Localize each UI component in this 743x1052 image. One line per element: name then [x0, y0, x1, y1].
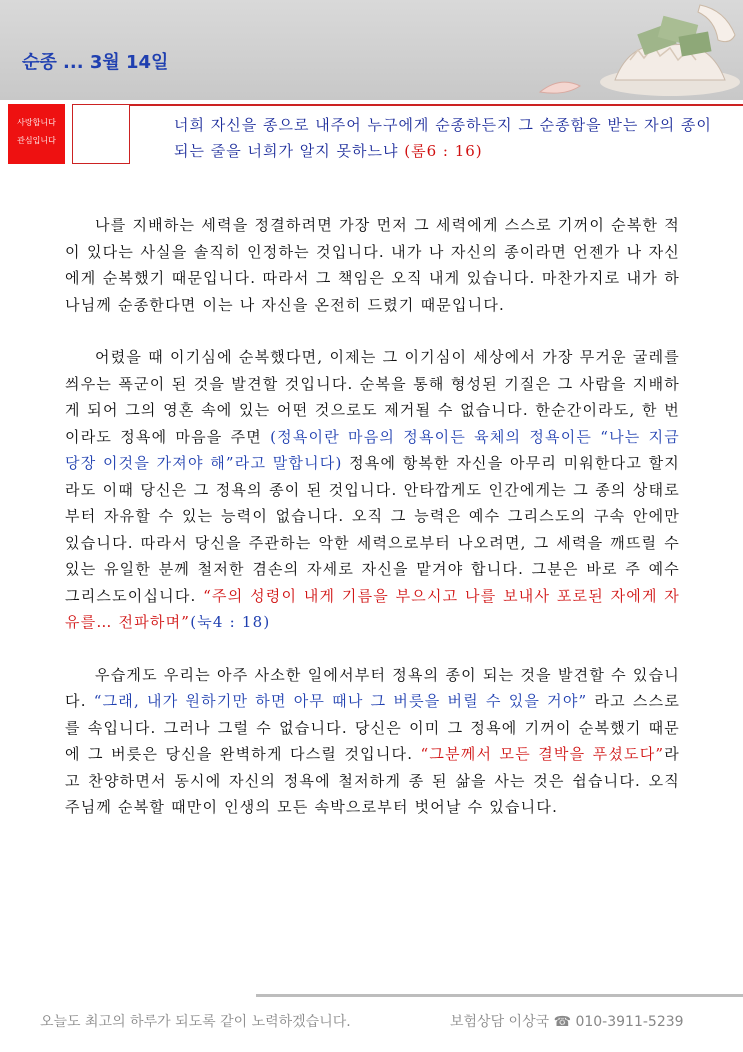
p2-text-c: 정욕에 항복한 자신을 아무리 미워한다고 할지라도 이때 당신은 그 정욕의 종이 된 것입니다. 안타깝게도 인간에게는 그 종의 상태로부터 자유할 수 있는 능력이 없습니다. 오직 그 능력은 예수 그리스도의 구속 안에만 있습니다. 따라서 당신을 주관하는 악한 세력으로부터 나오려면, 그 세력을 깨뜨릴 수 있는 유일한 분께 철저한 겸손의 자세로 자신을 맡겨야 합니다. 그분은 바로 주 예수 그리스도이십니다. — [65, 454, 680, 605]
footer-message: 오늘도 최고의 하루가 되도록 같이 노력하겠습니다. — [40, 1014, 351, 1030]
verse-reference: (롬6 : 16) — [404, 142, 483, 160]
page-title: 순종 ... 3월 14일 — [22, 52, 169, 73]
cracked-egg-money-image — [520, 0, 743, 100]
p2-quote: “주의 성령이 내게 기름을 부으시고 나를 보내사 포로된 자에게 자유를… 전파하며” — [65, 586, 680, 631]
p3-text-c: 라고 스스로를 속입니다. 그러나 그럴 수 없습니다. 당신은 이미 그 정욕에 기꺼이 순복했기 때문에 그 버릇은 당신을 완벽하게 다스릴 것입니다. — [65, 692, 681, 763]
p3-text-e: 라고 찬양하면서 동시에 자신의 정욕에 철저하게 종 된 삶을 사는 것은 쉽습니다. 오직 주님께 순복할 때만이 인생의 모든 속박으로부터 벗어날 수 있습니다. — [65, 745, 680, 816]
side-label-care: 관심입니다 — [17, 136, 56, 145]
side-label-love: 사랑합니다 — [17, 118, 56, 127]
footer-rule — [256, 994, 743, 997]
devotional-body — [65, 212, 680, 847]
paragraph-1: 나를 지배하는 세력을 정결하려면 가장 먼저 그 세력에게 스스로 기꺼이 순복한 적이 있다는 사실을 솔직히 인정하는 것입니다. 내가 나 자신의 종이라면 언젠가 나 자신에게 순복했기 때문입니다. 따라서 그 책임은 오직 내게 있습니다. 마찬가지로 내가 하나님께 순종한다면 이는 나 자신을 온전히 드렸기 때문입니다. — [65, 216, 680, 314]
p3-quote-2: “그분께서 모든 결박을 푸셨도다” — [420, 745, 665, 763]
p3-text-a: 우습게도 우리는 아주 사소한 일에서부터 정욕의 종이 되는 것을 발견할 수 있습니다. — [65, 665, 680, 710]
paragraph-2 — [65, 344, 680, 636]
bible-verse — [174, 112, 714, 164]
p2-text-a: 어렸을 때 이기심에 순복했다면, 이제는 그 이기심이 세상에서 가장 무거운 굴레를 씌우는 폭군이 된 것을 발견할 것입니다. 순복을 통해 형성된 기질은 그 사람을 지배하게 되어 그의 영혼 속에 있는 어떤 것으로도 제거될 수 없습니다. 한순간이라도, 한 번이라도 정욕에 마음을 주면 — [65, 348, 680, 446]
side-label-box — [8, 104, 65, 164]
header-banner — [0, 0, 743, 100]
p3-quote-1: “그래, 내가 원하기만 하면 아무 때나 그 버릇을 버릴 수 있을 거야” — [93, 692, 588, 710]
verse-text: 너희 자신을 종으로 내주어 누구에게 순종하든지 그 순종함을 받는 자의 종이 되는 줄을 너희가 알지 못하느냐 — [174, 116, 712, 160]
p2-reference: (눅4 : 18) — [190, 613, 271, 631]
p2-aside: (정욕이란 마음의 정욕이든 육체의 정욕이든 “나는 지금 당장 이것을 가져야 해”라고 말합니다) — [65, 427, 680, 472]
footer-contact: 보험상담 이상국 ☎ 010-3911-5239 — [450, 1014, 684, 1030]
paragraph-3 — [65, 662, 680, 821]
side-blank-box — [72, 104, 130, 164]
